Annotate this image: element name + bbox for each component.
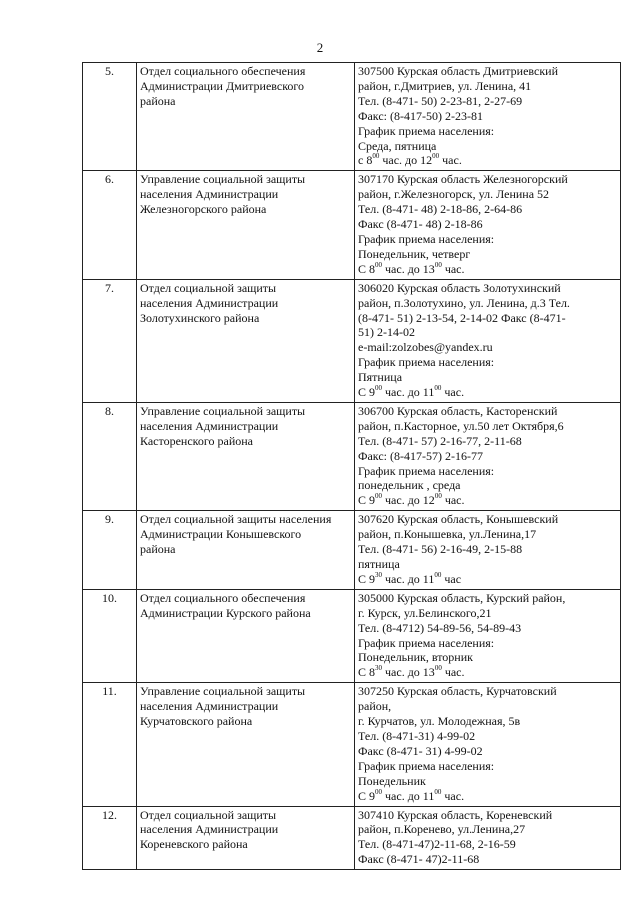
hours-minutes-start: 00 [375,492,383,501]
hours-minutes-end: 00 [432,152,440,161]
address-contacts [355,589,621,682]
address-line: Тел. (8-471- 50) 2-23-81, 2-27-69 [358,93,523,108]
address-line: 51) 2-14-02 [358,325,415,340]
hours-minutes-end: 00 [434,664,442,673]
address-contacts [355,171,621,279]
address-line: График приема населения: [358,231,495,246]
address-line: г. Курчатов, ул. Молодежная, 5в [358,714,521,729]
row-number: 9. [83,511,137,590]
organization-line: Отдел социальной защиты [140,280,277,295]
hours-minutes-end: 00 [434,492,442,501]
address-line: 307620 Курская область, Конышевский [358,512,559,527]
hours-minutes-end: 00 [434,787,442,796]
organization-line: Управление социальной защиты [140,684,306,699]
address-line: Среда, пятница [358,138,437,153]
row-number: 11. [83,683,137,806]
address-line: район, г.Железногорск, ул. Ленина 52 [358,187,550,202]
address-line: 305000 Курская область, Курский район, [358,590,566,605]
organization-line: населения Администрации [140,699,279,714]
organization-line: Золотухинского района [140,310,260,325]
hours-minutes-start: 00 [372,152,380,161]
page-number: 2 [316,40,324,55]
reception-hours: с $8^{00}$ час. до $12^{00}$ час. [358,152,462,168]
row-number: 8. [83,402,137,510]
organization-line: Железногорского района [140,202,267,217]
address-line: График приема населения: [358,463,495,478]
organization-name [137,402,355,510]
row-number: 12. [83,806,137,870]
address-line: пятница [358,557,400,571]
table-row [83,279,621,402]
address-line: район, п.Конышевка, ул.Ленина,17 [358,527,537,542]
table-row [83,589,621,682]
organization-name [137,683,355,806]
row-number: 7. [83,279,137,402]
address-line: Факс: (8-417-50) 2-23-81 [358,108,483,123]
address-line: Тел. (8-471- 56) 2-16-49, 2-15-88 [358,542,523,557]
organization-line: Управление социальной защиты [140,403,306,418]
hours-minutes-start: 30 [375,664,383,673]
address-contacts [355,511,621,590]
organization-line: Администрации Дмитриевского [140,78,305,93]
table-row [83,511,621,590]
address-line: Понедельник, вторник [358,650,473,665]
address-line: Тел. (8-4712) 54-89-56, 54-89-43 [358,620,522,635]
address-line: Тел. (8-471- 57) 2-16-77, 2-11-68 [358,433,522,448]
organization-line: населения Администрации [140,822,279,837]
table-row [83,63,621,171]
social-offices-table [82,62,621,870]
address-line: 307500 Курская область Дмитриевский [358,64,559,78]
organization-line: Отдел социальной защиты населения [140,512,332,527]
organization-line: Администрации Курского района [140,605,311,620]
address-contacts [355,279,621,402]
reception-hours: С $9^{00}$ час. до $12^{00}$ час. [358,492,465,508]
reception-hours: С $8^{00}$ час. до $13^{00}$ час. [358,260,465,276]
address-line: Факс (8-471- 47)2-11-68 [358,852,480,867]
address-contacts [355,806,621,870]
row-number: 6. [83,171,137,279]
address-line: Понедельник, четверг [358,246,471,261]
address-line: Факс: (8-417-57) 2-16-77 [358,448,483,463]
table-row [83,806,621,870]
organization-line: Отдел социального обеспечения [140,590,306,605]
reception-hours: С $9^{00}$ час. до $11^{00}$ час. [358,384,465,400]
address-line: График приема населения: [358,123,495,138]
address-line: График приема населения: [358,355,495,370]
row-number: 5. [83,63,137,171]
address-line: 307170 Курская область Железногорский [358,172,568,187]
table-row [83,171,621,279]
address-line: 307250 Курская область, Курчатовский [358,684,557,699]
address-line: e-mail:zolzobes@yandex.ru [358,340,493,355]
organization-line: Касторенского района [140,433,253,448]
hours-minutes-start: 00 [375,787,383,796]
address-line: район, п.Касторное, ул.50 лет Октября,6 [358,418,564,433]
hours-minutes-end: 00 [434,384,442,393]
row-number: 10. [83,589,137,682]
hours-minutes-start: 00 [375,260,383,269]
hours-minutes-end: 00 [434,570,442,579]
address-line: Тел. (8-471-47)2-11-68, 2-16-59 [358,837,516,852]
address-line: График приема населения: [358,758,495,773]
reception-hours: С $9^{30}$ час. до $11^{00}$ час [358,570,462,586]
address-line: район, [358,699,392,714]
organization-line: Отдел социального обеспечения [140,64,306,78]
hours-minutes-start: 00 [375,384,383,393]
table-row [83,402,621,510]
address-contacts [355,683,621,806]
organization-line: района [140,93,176,108]
hours-minutes-start: 30 [375,570,383,579]
address-line: Понедельник [358,773,426,788]
organization-line: Управление социальной защиты [140,172,306,187]
organization-line: района [140,542,176,557]
organization-line: Администрации Конышевского [140,527,302,542]
address-line: 307410 Курская область, Кореневский [358,807,553,822]
address-line: г. Курск, ул.Белинского,21 [358,605,492,620]
organization-name [137,589,355,682]
address-line: 306700 Курская область, Касторенский [358,403,558,418]
address-line: район, п.Золотухино, ул. Ленина, д.3 Тел. [358,295,570,310]
address-line: район, г.Дмитриев, ул. Ленина, 41 [358,78,532,93]
organization-line: Курчатовского района [140,714,253,729]
organization-name [137,279,355,402]
hours-minutes-end: 00 [434,260,442,269]
address-line: Факс (8-471- 31) 4-99-02 [358,743,483,758]
reception-hours: С $9^{00}$ час. до $11^{00}$ час. [358,787,465,803]
reception-hours: С $8^{30}$ час. до $13^{00}$ час. [358,664,465,680]
address-contacts [355,63,621,171]
address-line: понедельник , среда [358,478,461,493]
address-line: 306020 Курская область Золотухинский [358,280,561,295]
address-contacts [355,402,621,510]
table-row [83,683,621,806]
address-line: район, п.Коренево, ул.Ленина,27 [358,822,526,837]
table-body [83,63,621,870]
organization-name [137,806,355,870]
address-line: Тел. (8-471- 48) 2-18-86, 2-64-86 [358,202,523,217]
address-line: Пятница [358,370,403,385]
organization-line: Отдел социальной защиты [140,807,277,822]
organization-line: населения Администрации [140,418,279,433]
organization-name [137,171,355,279]
address-line: (8-471- 51) 2-13-54, 2-14-02 Факс (8-471- [358,310,566,325]
organization-name [137,63,355,171]
organization-name [137,511,355,590]
address-line: Факс (8-471- 48) 2-18-86 [358,217,483,232]
address-line: Тел. (8-471-31) 4-99-02 [358,728,476,743]
organization-line: Кореневского района [140,837,248,852]
organization-line: населения Администрации [140,295,279,310]
organization-line: населения Администрации [140,187,279,202]
address-line: График приема населения: [358,635,495,650]
